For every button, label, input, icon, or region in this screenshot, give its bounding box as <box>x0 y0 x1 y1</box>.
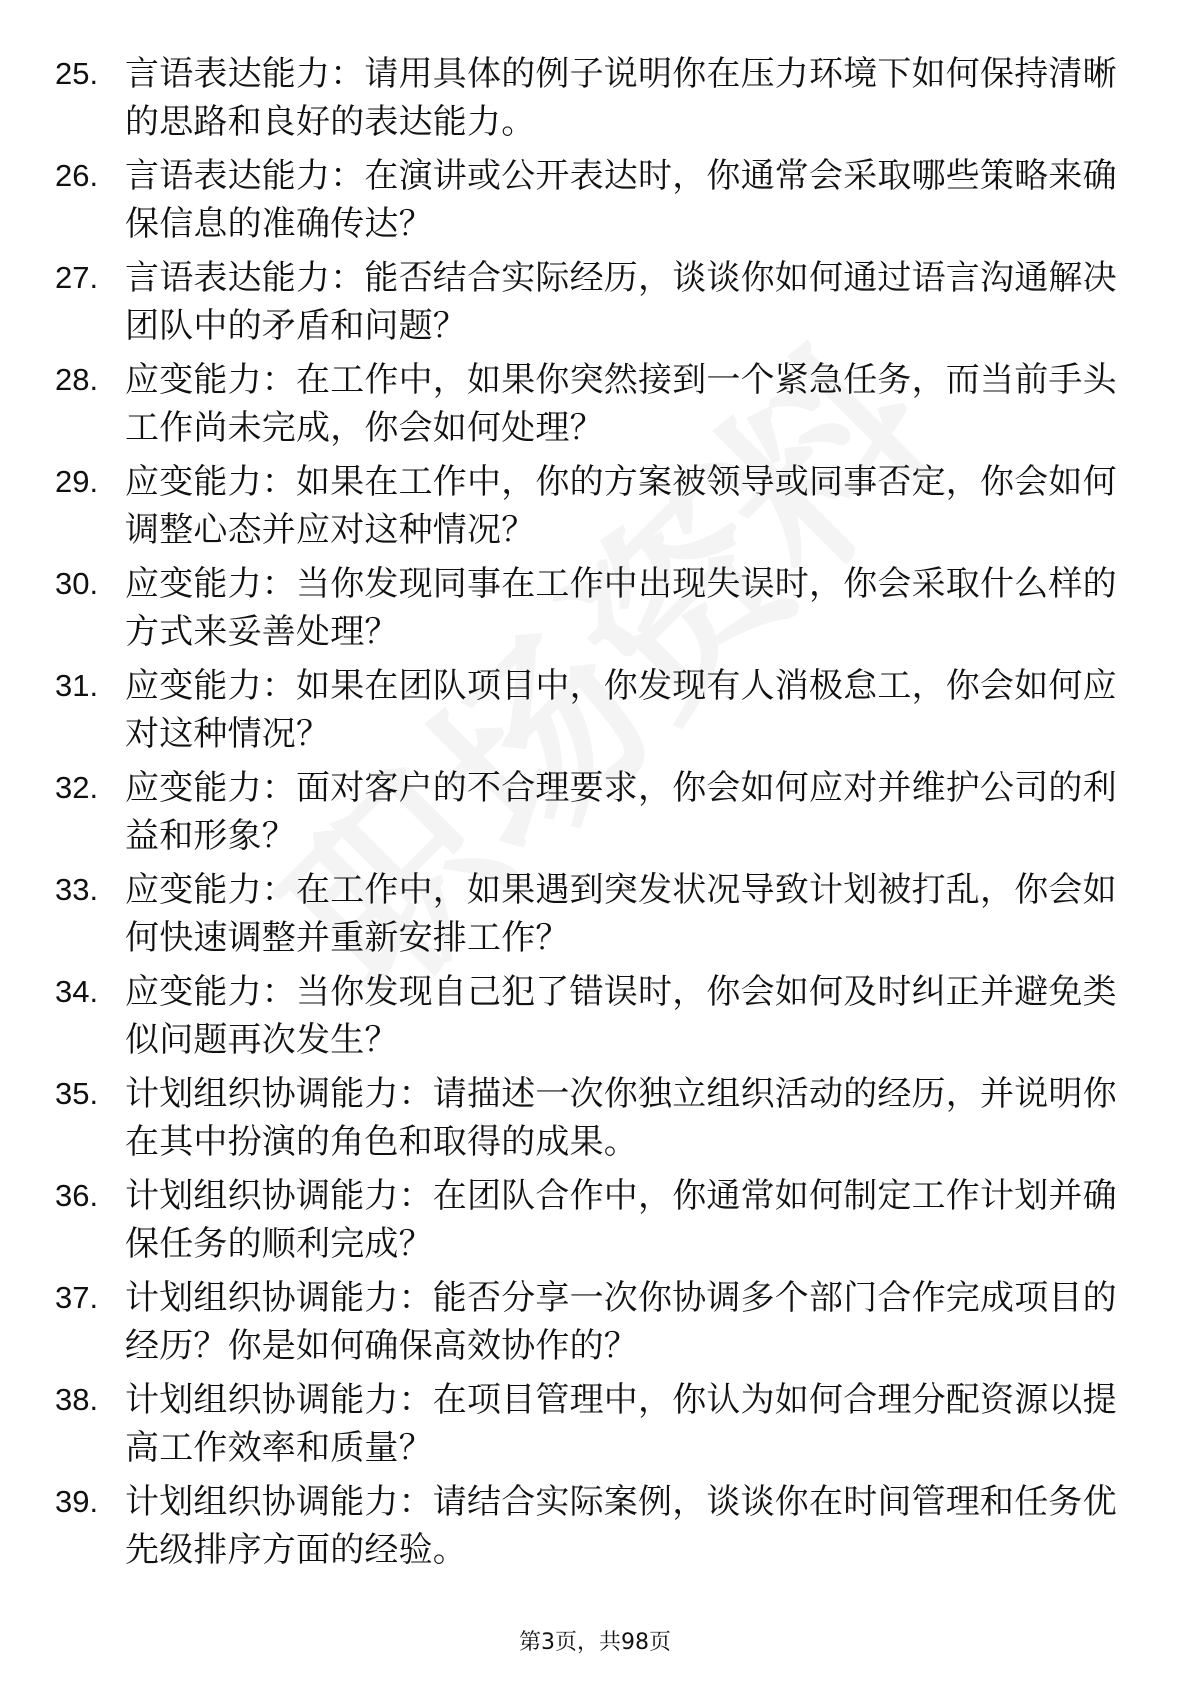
list-item <box>55 1172 1135 1274</box>
list-item <box>55 866 1135 968</box>
question-text: 言语表达能力：能否结合实际经历，谈谈你如何通过语言沟通解决团队中的矛盾和问题？ <box>125 258 1117 346</box>
list-item <box>55 50 1135 152</box>
question-text: 应变能力：在工作中，如果遇到突发状况导致计划被打乱，你会如何快速调整并重新安排工作？ <box>125 870 1117 958</box>
list-item <box>55 458 1135 560</box>
list-item <box>55 1070 1135 1172</box>
question-text: 计划组织协调能力：请描述一次你独立组织活动的经历，并说明你在其中扮演的角色和取得的成果。 <box>125 1074 1117 1162</box>
question-text: 计划组织协调能力：能否分享一次你协调多个部门合作完成项目的经历？你是如何确保高效协作的？ <box>125 1278 1117 1366</box>
question-number: 33. <box>55 872 99 907</box>
question-number: 37. <box>55 1280 99 1315</box>
question-text: 计划组织协调能力：在团队合作中，你通常如何制定工作计划并确保任务的顺利完成？ <box>125 1176 1117 1264</box>
question-text: 言语表达能力：请用具体的例子说明你在压力环境下如何保持清晰的思路和良好的表达能力。 <box>125 54 1117 142</box>
question-number: 25. <box>55 56 99 91</box>
question-number: 26. <box>55 158 99 193</box>
question-number: 29. <box>55 464 99 499</box>
question-number: 31. <box>55 668 99 703</box>
question-text: 应变能力：如果在工作中，你的方案被领导或同事否定，你会如何调整心态并应对这种情况？ <box>125 462 1117 550</box>
question-text: 应变能力：当你发现同事在工作中出现失误时，你会采取什么样的方式来妥善处理？ <box>125 564 1117 652</box>
list-item <box>55 968 1135 1070</box>
question-text: 应变能力：当你发现自己犯了错误时，你会如何及时纠正并避免类似问题再次发生？ <box>125 972 1117 1060</box>
page-footer: 第3页，共98页 <box>519 1630 671 1655</box>
question-number: 36. <box>55 1178 99 1213</box>
list-item <box>55 152 1135 254</box>
list-item <box>55 560 1135 662</box>
question-number: 27. <box>55 260 99 295</box>
question-number: 38. <box>55 1382 99 1417</box>
question-text: 言语表达能力：在演讲或公开表达时，你通常会采取哪些策略来确保信息的准确传达？ <box>125 156 1117 244</box>
list-item <box>55 1478 1135 1580</box>
list-item <box>55 1274 1135 1376</box>
question-text: 计划组织协调能力：在项目管理中，你认为如何合理分配资源以提高工作效率和质量？ <box>125 1380 1117 1468</box>
question-number: 28. <box>55 362 99 397</box>
list-item <box>55 356 1135 458</box>
question-number: 39. <box>55 1484 99 1519</box>
list-item <box>55 254 1135 356</box>
question-text: 应变能力：如果在团队项目中，你发现有人消极怠工，你会如何应对这种情况？ <box>125 666 1117 754</box>
list-item <box>55 764 1135 866</box>
question-number: 35. <box>55 1076 99 1111</box>
question-number: 34. <box>55 974 99 1009</box>
question-list <box>55 50 1135 1580</box>
question-text: 应变能力：面对客户的不合理要求，你会如何应对并维护公司的利益和形象？ <box>125 768 1117 856</box>
list-item <box>55 1376 1135 1478</box>
question-text: 计划组织协调能力：请结合实际案例，谈谈你在时间管理和任务优先级排序方面的经验。 <box>125 1482 1117 1570</box>
question-text: 应变能力：在工作中，如果你突然接到一个紧急任务，而当前手头工作尚未完成，你会如何处理？ <box>125 360 1117 448</box>
question-number: 32. <box>55 770 99 805</box>
list-item <box>55 662 1135 764</box>
question-number: 30. <box>55 566 99 601</box>
